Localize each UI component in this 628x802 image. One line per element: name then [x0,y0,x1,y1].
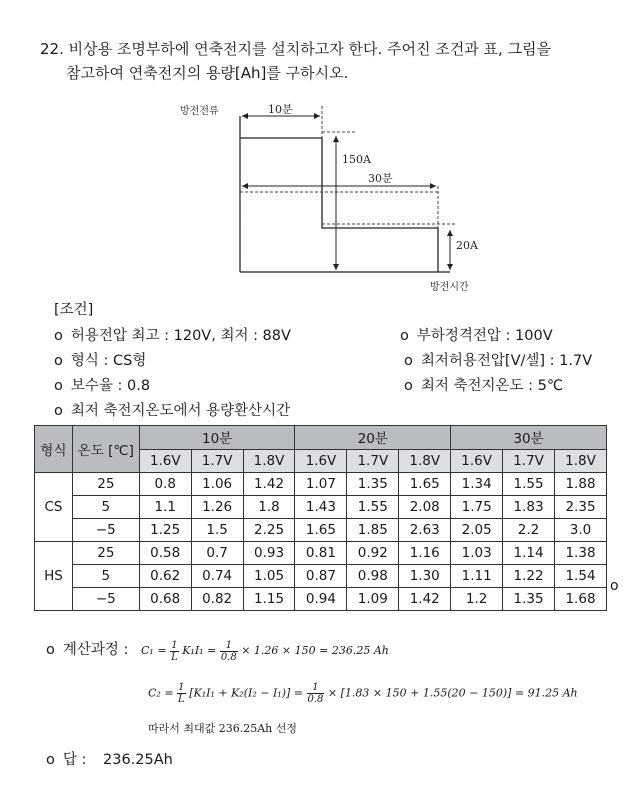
value-cell: 1.38 [555,542,607,565]
value-cell: 1.14 [503,542,555,565]
temp-cell: 5 [72,496,139,519]
side-mark: o [610,578,619,594]
value-cell: 1.54 [555,565,607,588]
header-voltage: 1.8V [555,449,607,473]
y-axis-label: 방전전류 [180,106,219,117]
value-cell: 0.82 [191,588,243,611]
value-cell: 1.65 [399,473,451,496]
temp-cell: 25 [72,473,139,496]
table-row [35,473,607,496]
value-cell: 1.26 [191,496,243,519]
value-cell: 1.25 [139,519,191,542]
value-cell: 1.55 [503,473,555,496]
value-cell: 1.8 [243,496,295,519]
question-line-2: 참고하여 연축전지의 용량[Ah]를 구하시오. [66,64,349,82]
condition-left-4: o 최저 축전지온도에서 용량환산시간 [54,403,291,419]
value-cell: 2.08 [399,496,451,519]
value-cell: 2.35 [555,496,607,519]
value-cell: 0.93 [243,542,295,565]
value-cell: 2.05 [451,519,503,542]
temp-cell: −5 [72,519,139,542]
value-cell: 1.34 [451,473,503,496]
header-voltage: 1.7V [191,449,243,473]
condition-left-1: o 허용전압 최고 : 120V, 최저 : 88V [54,328,291,344]
value-cell: 1.16 [399,542,451,565]
x-axis-label: 방전시간 [430,282,469,293]
table-row [35,496,607,519]
value-cell: 1.5 [191,519,243,542]
value-cell: 0.81 [295,542,347,565]
header-10min: 10분 [139,426,295,450]
value-cell: 1.68 [555,588,607,611]
therefore-note: 따라서 최대값 236.25Ah 선정 [148,722,298,735]
value-cell: 0.68 [139,588,191,611]
calc-label: 계산과정 : [62,642,129,658]
header-20min: 20분 [295,426,451,450]
value-cell: 1.06 [191,473,243,496]
value-cell: 1.35 [347,473,399,496]
header-voltage: 1.7V [347,449,399,473]
header-voltage: 1.7V [503,449,555,473]
value-cell: 1.03 [451,542,503,565]
value-cell: 3.0 [555,519,607,542]
conditions-heading: [조건] [54,302,94,318]
value-cell: 1.15 [243,588,295,611]
condition-right-2: o 최저허용전압[V/셀] : 1.7V [404,353,593,369]
value-cell: 1.1 [139,496,191,519]
question-line-1: 22. 비상용 조명부하에 연축전지를 설치하고자 한다. 주어진 조건과 표, 그림을 [40,40,552,58]
temp-cell: 5 [72,565,139,588]
header-30min: 30분 [451,426,607,450]
header-voltage: 1.6V [139,449,191,473]
formula-c2: C₂ = $\frac{1}{L}$ [K₁I₁ + K₂(I₂ − I₁)] = $\frac{1}{0.8}$ × [1.83 × 150 + 1.55(20 − 150)] = 91.25 Ah [148,682,578,705]
header-temp: 온도 [℃] [72,426,139,473]
value-cell: 1.65 [295,519,347,542]
value-cell: 1.75 [451,496,503,519]
temp-cell: 25 [72,542,139,565]
value-cell: 0.8 [139,473,191,496]
table-row [35,588,607,611]
value-cell: 1.22 [503,565,555,588]
time-30-label: 30분 [368,172,393,185]
condition-right-3: o 최저 축전지온도 : 5℃ [404,378,564,394]
calc-line-1: o 계산과정 : C₁ = $\frac{1}{L}$ K₁I₁ = $\frac{1}{0.8}$ × 1.26 × 150 = 236.25 Ah [46,639,389,663]
header-voltage: 1.8V [243,449,295,473]
answer-label: 답 : [62,752,87,768]
value-cell: 1.2 [451,588,503,611]
answer-value: 236.25Ah [103,752,173,768]
value-cell: 1.83 [503,496,555,519]
value-cell: 1.07 [295,473,347,496]
condition-left-2: o 형식 : CS형 [54,353,147,369]
condition-left-3: o 보수율 : 0.8 [54,378,151,394]
table-row [35,519,607,542]
value-cell: 1.42 [399,588,451,611]
header-type: 형식 [35,426,73,473]
value-cell: 0.62 [139,565,191,588]
capacity-conversion-table [34,425,607,611]
value-cell: 1.85 [347,519,399,542]
value-cell: 1.35 [503,588,555,611]
formula-c1: C₁ = $\frac{1}{L}$ K₁I₁ = $\frac{1}{0.8}$ × 1.26 × 150 = 236.25 Ah [141,639,389,663]
value-cell: 2.63 [399,519,451,542]
value-cell: 1.42 [243,473,295,496]
value-cell: 0.7 [191,542,243,565]
value-cell: 1.05 [243,565,295,588]
header-voltage: 1.8V [399,449,451,473]
temp-cell: −5 [72,588,139,611]
value-cell: 1.55 [347,496,399,519]
type-cell: HS [35,542,73,611]
table-row [35,565,607,588]
value-cell: 1.11 [451,565,503,588]
value-cell: 1.88 [555,473,607,496]
value-cell: 0.92 [347,542,399,565]
current-profile [240,138,438,272]
value-cell: 1.43 [295,496,347,519]
answer-line: o 답 : 236.25Ah [46,752,173,768]
value-cell: 0.98 [347,565,399,588]
value-cell: 0.87 [295,565,347,588]
value-cell: 0.74 [191,565,243,588]
discharge-figure [150,96,510,296]
current-150-label: 150A [342,153,371,166]
value-cell: 1.09 [347,588,399,611]
table-row [35,542,607,565]
value-cell: 0.58 [139,542,191,565]
current-20-label: 20A [456,239,478,252]
value-cell: 1.30 [399,565,451,588]
value-cell: 2.2 [503,519,555,542]
header-voltage: 1.6V [295,449,347,473]
time-10-label: 10분 [268,103,293,116]
condition-right-1: o 부하정격전압 : 100V [400,328,553,344]
header-voltage: 1.6V [451,449,503,473]
value-cell: 2.25 [243,519,295,542]
value-cell: 0.94 [295,588,347,611]
type-cell: CS [35,473,73,542]
